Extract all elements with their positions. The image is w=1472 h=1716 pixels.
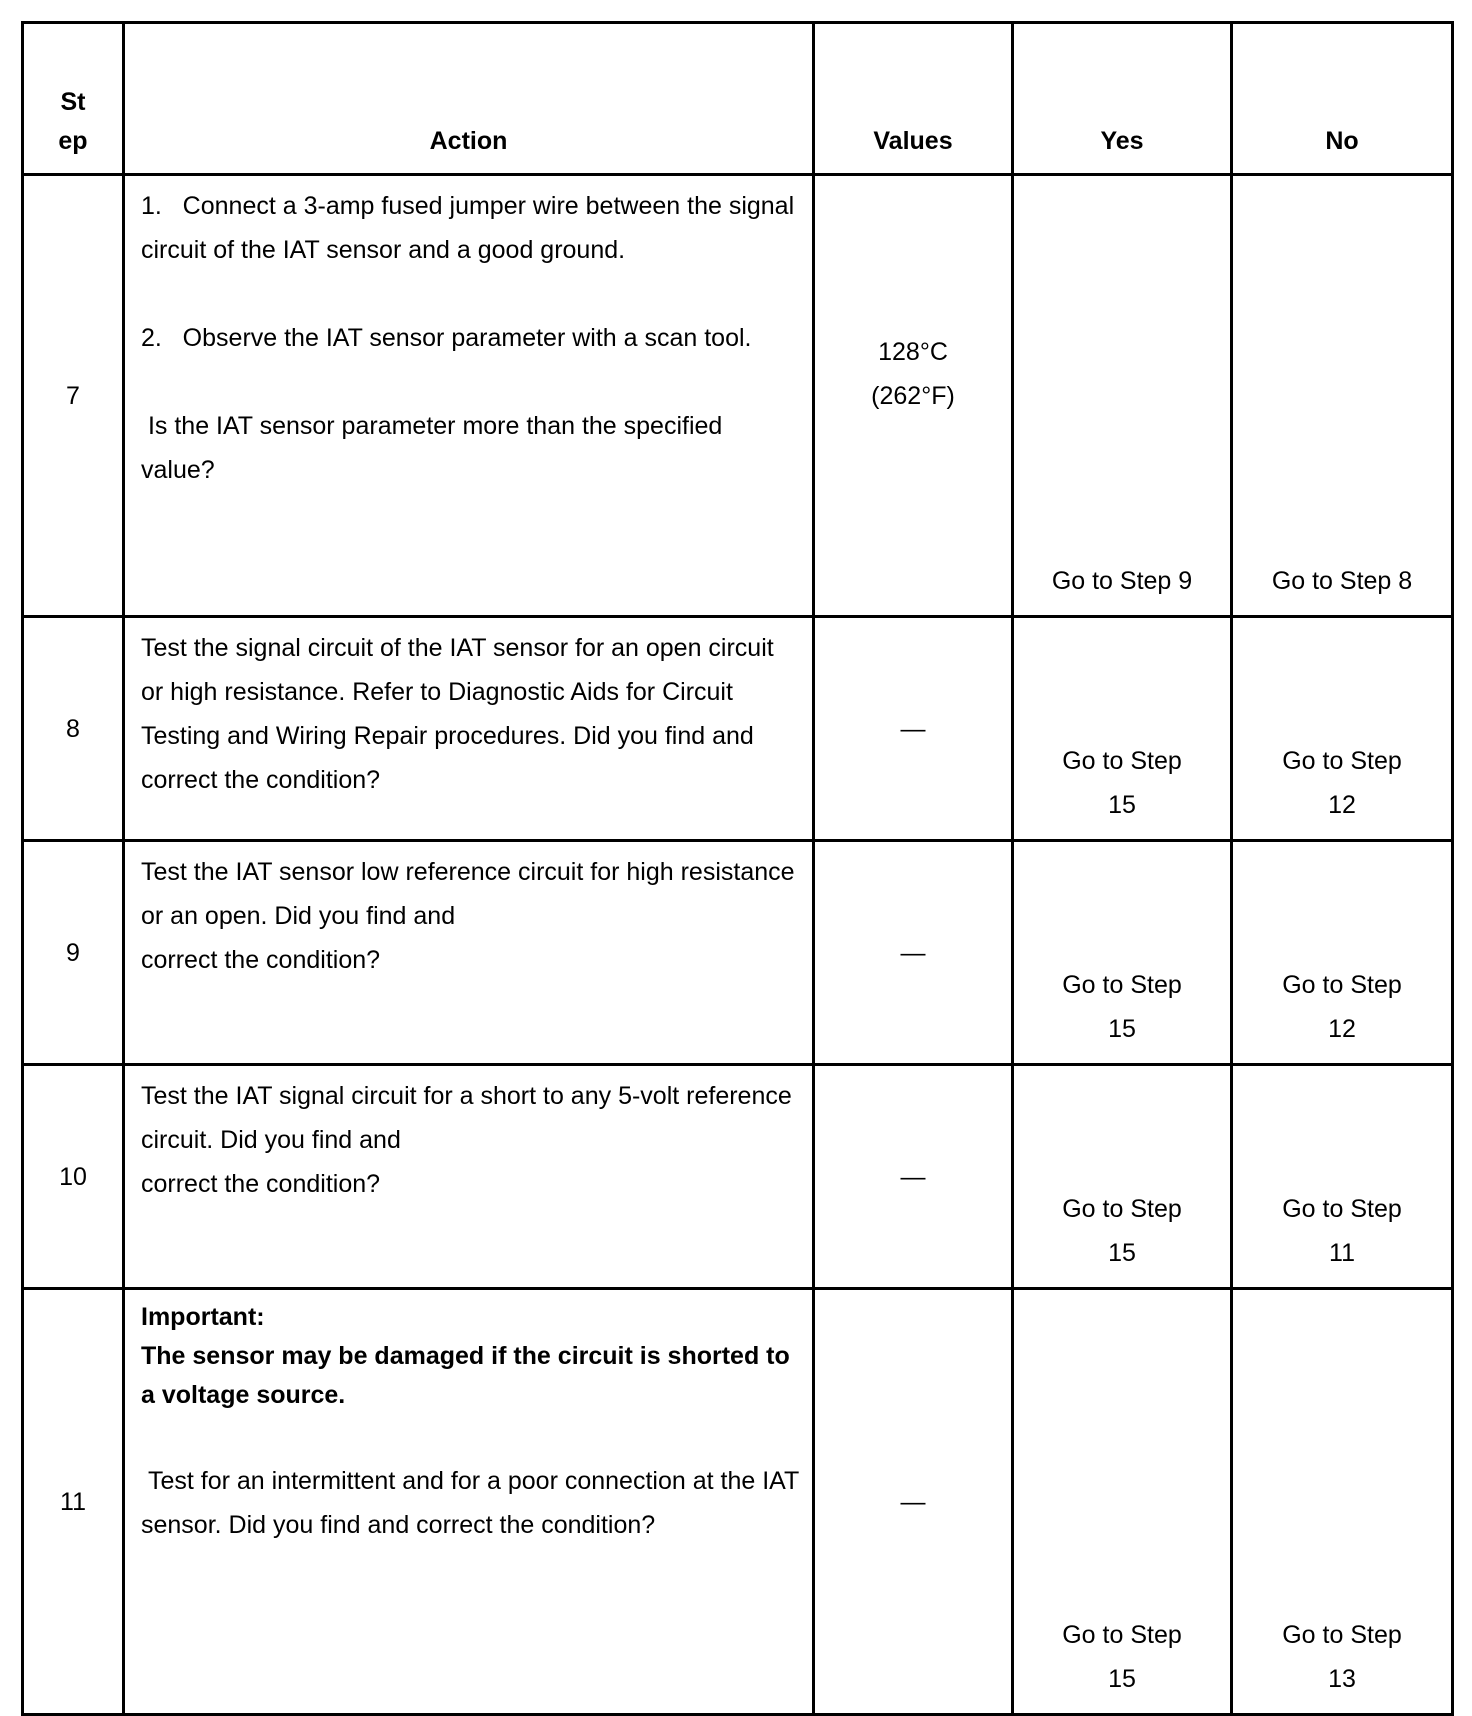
action-text: Test the signal circuit of the IAT sensor for an open circuit or high resistance. Refer to Diagnostic Aids for Circuit Testing and Wiring Repair procedures. Did you find and correct the condition? <box>141 634 781 794</box>
value-cell: — <box>814 1065 1013 1289</box>
header-no: No <box>1232 23 1453 175</box>
step-number: 10 <box>23 1065 124 1289</box>
action-cell <box>124 1065 814 1289</box>
action-text: 1. Connect a 3-amp fused jumper wire between the signal circuit of the IAT sensor and a good ground. <box>141 192 802 264</box>
yes-cell: Go to Step 15 <box>1013 1289 1232 1715</box>
step-number: 8 <box>23 617 124 841</box>
action-cell <box>124 175 814 617</box>
no-cell: Go to Step 13 <box>1232 1289 1453 1715</box>
step-number: 9 <box>23 841 124 1065</box>
important-text: The sensor may be damaged if the circuit is shorted to a voltage source. <box>141 1342 797 1409</box>
action-text: Is the IAT sensor parameter more than the specified value? <box>141 412 730 484</box>
yes-cell: Go to Step 15 <box>1013 617 1232 841</box>
no-cell: Go to Step 12 <box>1232 617 1453 841</box>
yes-cell: Go to Step 15 <box>1013 841 1232 1065</box>
value-cell: 128°C (262°F) <box>814 175 1013 617</box>
action-cell <box>124 617 814 841</box>
no-cell: Go to Step 12 <box>1232 841 1453 1065</box>
table-row <box>23 1065 1453 1289</box>
header-values: Values <box>814 23 1013 175</box>
action-cell <box>124 841 814 1065</box>
table-row <box>23 175 1453 617</box>
action-text: Test the IAT signal circuit for a short to any 5-volt reference circuit. Did you find and correct the condition? <box>141 1082 792 1198</box>
table-row <box>23 1289 1453 1715</box>
action-text: Test the IAT sensor low reference circuit for high resistance or an open. Did you find and correct the condition? <box>141 858 795 974</box>
step-number: 11 <box>23 1289 124 1715</box>
header-row <box>23 23 1453 175</box>
diagnostic-table <box>21 21 1454 1716</box>
no-cell: Go to Step 11 <box>1232 1065 1453 1289</box>
value-cell: — <box>814 1289 1013 1715</box>
action-text: Test for an intermittent and for a poor connection at the IAT sensor. Did you find and correct the condition? <box>141 1467 806 1539</box>
value-cell: — <box>814 617 1013 841</box>
header-step: St ep <box>23 23 124 175</box>
important-label: Important: <box>141 1303 265 1331</box>
header-yes: Yes <box>1013 23 1232 175</box>
step-number: 7 <box>23 175 124 617</box>
action-text: 2. Observe the IAT sensor parameter with a scan tool. <box>141 324 752 352</box>
action-cell <box>124 1289 814 1715</box>
yes-cell: Go to Step 15 <box>1013 1065 1232 1289</box>
table-row <box>23 841 1453 1065</box>
header-action: Action <box>124 23 814 175</box>
value-cell: — <box>814 841 1013 1065</box>
table-row <box>23 617 1453 841</box>
no-cell: Go to Step 8 <box>1232 175 1453 617</box>
yes-cell: Go to Step 9 <box>1013 175 1232 617</box>
